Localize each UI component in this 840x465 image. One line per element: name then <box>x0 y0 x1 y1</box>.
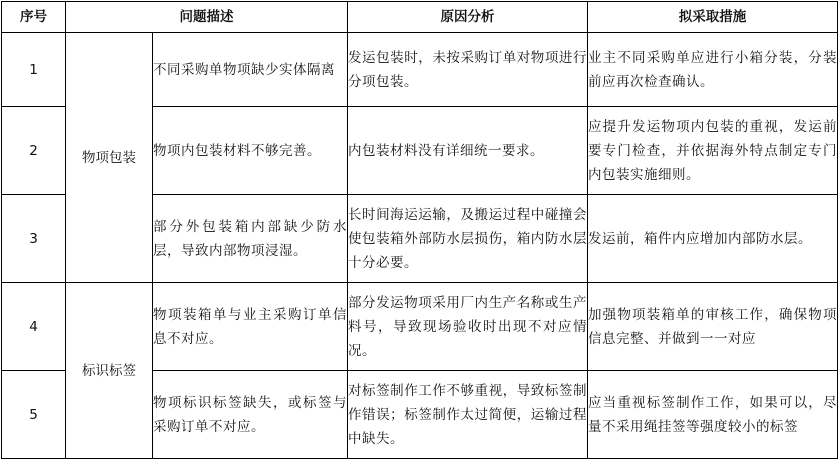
header-row <box>2 2 838 33</box>
cause-cell: 内包装材料没有详细统一要求。 <box>348 107 588 195</box>
measure-cell: 业主不同采购单应进行小箱分装，分装前应再次检查确认。 <box>588 33 838 107</box>
header-cause: 原因分析 <box>348 2 588 33</box>
table-row <box>2 283 838 371</box>
problem-cell: 物项装箱单与业主采购订单信息不对应。 <box>153 283 348 371</box>
category-packaging: 物项包装 <box>66 33 153 283</box>
cause-cell: 部分发运物项采用厂内生产名称或生产料号，导致现场验收时出现不对应情况。 <box>348 283 588 371</box>
problem-cell: 不同采购单物项缺少实体隔离 <box>153 33 348 107</box>
problem-cell: 物项标识标签缺失，或标签与采购订单不对应。 <box>153 371 348 459</box>
problem-cell: 部分外包装箱内部缺少防水层，导致内部物项浸湿。 <box>153 195 348 283</box>
category-labeling: 标识标签 <box>66 283 153 459</box>
header-measure: 拟采取措施 <box>588 2 838 33</box>
header-number: 序号 <box>2 2 66 33</box>
measure-cell: 应提升发运物项内包装的重视，发运前要专门检查，并依据海外特点制定专门内包装实施细则。 <box>588 107 838 195</box>
cause-cell: 长时间海运运输，及搬运过程中碰撞会使包装箱外部防水层损伤，箱内防水层十分必要。 <box>348 195 588 283</box>
measure-cell: 加强物项装箱单的审核工作，确保物项信息完整、并做到一一对应 <box>588 283 838 371</box>
row-number: 5 <box>2 371 66 459</box>
cause-cell: 对标签制作工作不够重视，导致标签制作错误；标签制作太过简便，运输过程中缺失。 <box>348 371 588 459</box>
measure-cell: 发运前，箱件内应增加内部防水层。 <box>588 195 838 283</box>
header-problem: 问题描述 <box>66 2 348 33</box>
problem-cell: 物项内包装材料不够完善。 <box>153 107 348 195</box>
row-number: 1 <box>2 33 66 107</box>
table-row <box>2 33 838 107</box>
row-number: 4 <box>2 283 66 371</box>
cause-cell: 发运包装时，未按采购订单对物项进行分项包装。 <box>348 33 588 107</box>
row-number: 2 <box>2 107 66 195</box>
row-number: 3 <box>2 195 66 283</box>
measure-cell: 应当重视标签制作工作，如果可以，尽量不采用绳挂签等强度较小的标签 <box>588 371 838 459</box>
issue-table <box>1 1 838 459</box>
